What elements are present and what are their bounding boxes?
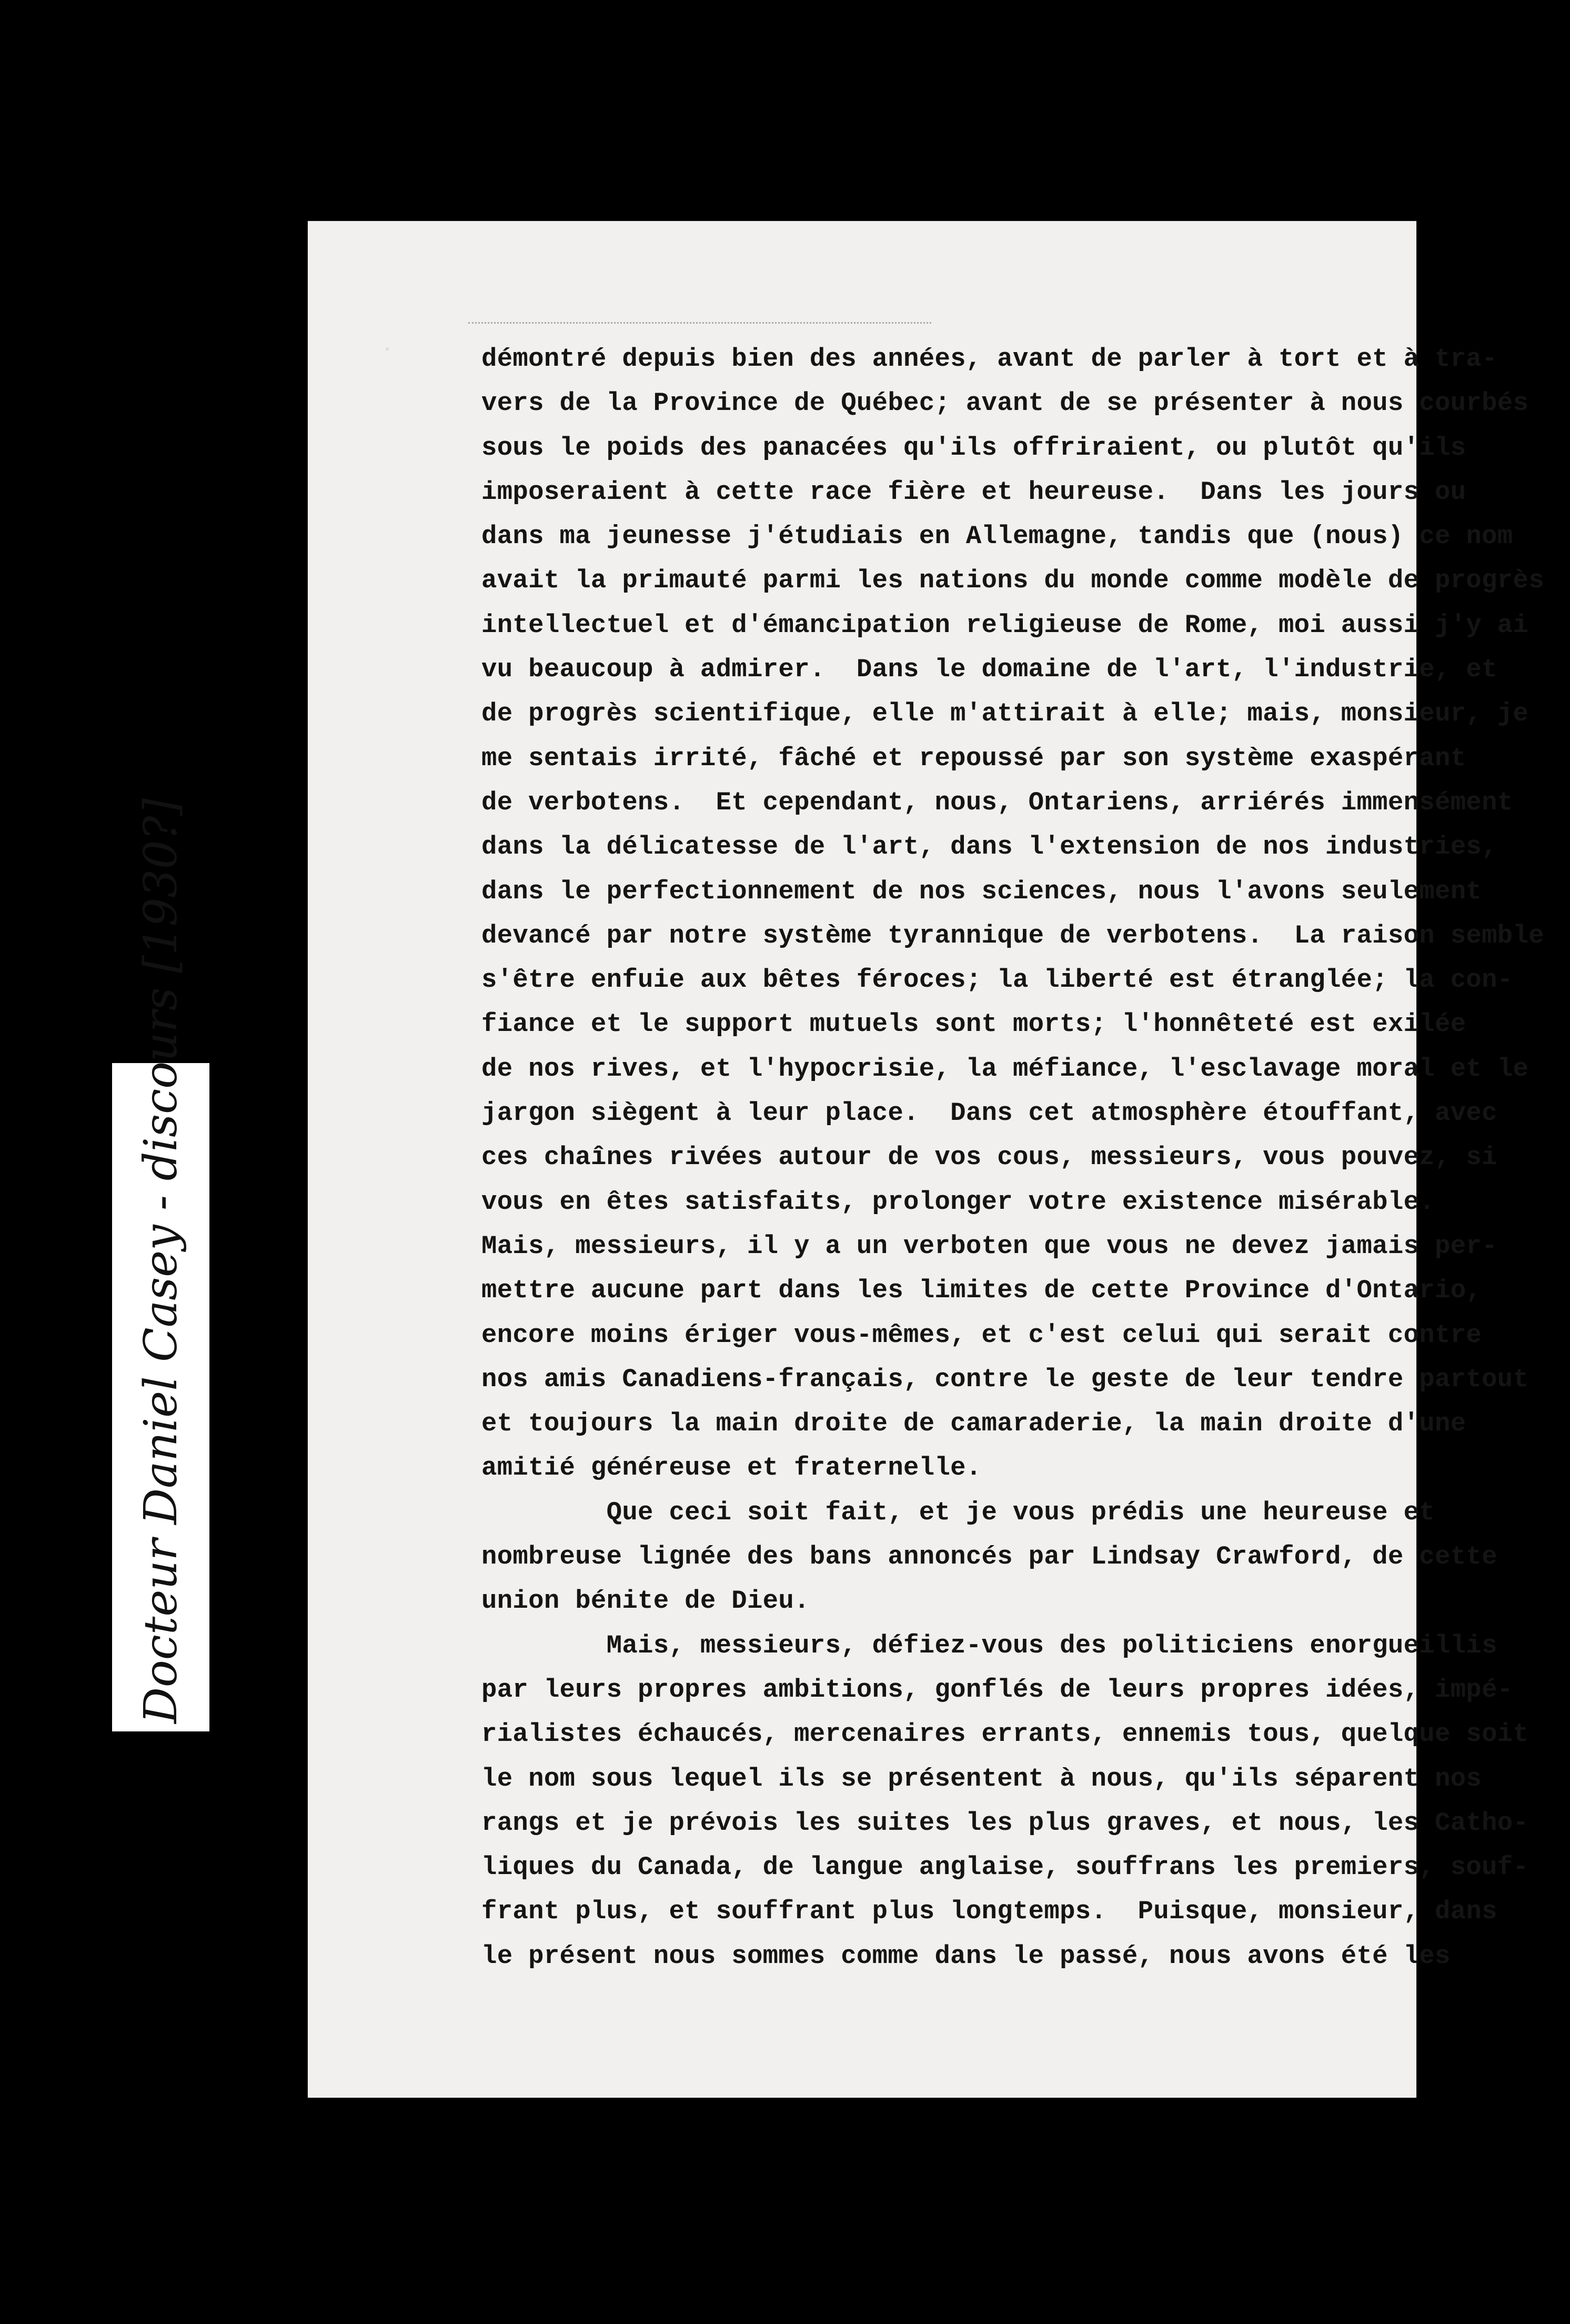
text-line: nos amis Canadiens-français, contre le geste de leur tendre partout	[481, 1364, 1529, 1394]
text-line: vers de la Province de Québec; avant de se présenter à nous courbés	[481, 388, 1529, 418]
text-line: sous le poids des panacées qu'ils offriraient, ou plutôt qu'ils	[481, 433, 1466, 463]
text-line: Mais, messieurs, défiez-vous des politiciens enorgueillis	[481, 1630, 1497, 1660]
text-line: de progrès scientifique, elle m'attirait à elle; mais, monsieur, je	[481, 699, 1529, 729]
text-line: Mais, messieurs, il y a un verboten que vous ne devez jamais per-	[481, 1231, 1497, 1261]
text-line: démontré depuis bien des années, avant de parler à tort et à tra-	[481, 344, 1497, 374]
text-line: liques du Canada, de langue anglaise, souffrans les premiers, souf-	[481, 1852, 1529, 1882]
text-line: union bénite de Dieu.	[481, 1586, 810, 1616]
text-line: devancé par notre système tyrannique de verbotens. La raison semble	[481, 920, 1544, 950]
text-line: et toujours la main droite de camaraderie, la main droite d'une	[481, 1409, 1466, 1439]
text-line: de nos rives, et l'hypocrisie, la méfiance, l'esclavage moral et le	[481, 1054, 1529, 1084]
faint-dotted-rule	[468, 322, 931, 324]
text-line: s'être enfuie aux bêtes féroces; la liberté est étranglée; la con-	[481, 965, 1513, 995]
text-line: rialistes échaucés, mercenaires errants, ennemis tous, quelque soit	[481, 1719, 1529, 1749]
text-line: le présent nous sommes comme dans le passé, nous avons été les	[481, 1941, 1451, 1971]
text-line: mettre aucune part dans les limites de cette Province d'Ontario,	[481, 1276, 1482, 1306]
text-line: dans le perfectionnement de nos sciences, nous l'avons seulement	[481, 876, 1482, 906]
text-line: rangs et je prévois les suites les plus graves, et nous, les Catho-	[481, 1808, 1529, 1838]
handwritten-label-text: Docteur Daniel Casey - discours [1930?]	[134, 798, 187, 1724]
text-line: amitié généreuse et fraternelle.	[481, 1453, 982, 1483]
text-line: nombreuse lignée des bans annoncés par Lindsay Crawford, de cette	[481, 1542, 1497, 1572]
text-line: dans la délicatesse de l'art, dans l'extension de nos industries,	[481, 832, 1497, 862]
text-line: encore moins ériger vous-mêmes, et c'est celui qui serait contre	[481, 1320, 1482, 1350]
text-line: jargon siègent à leur place. Dans cet atmosphère étouffant, avec	[481, 1098, 1497, 1128]
text-line: intellectuel et d'émancipation religieuse de Rome, moi aussi j'y ai	[481, 610, 1529, 640]
text-line: Que ceci soit fait, et je vous prédis une heureuse et	[481, 1497, 1435, 1527]
text-line: imposeraient à cette race fière et heureuse. Dans les jours ou	[481, 477, 1466, 507]
text-line: vous en êtes satisfaits, prolonger votre existence misérable.	[481, 1187, 1435, 1217]
text-line: le nom sous lequel ils se présentent à nous, qu'ils séparent nos	[481, 1764, 1482, 1794]
archive-side-label	[112, 798, 209, 1731]
text-line: me sentais irrité, fâché et repoussé par son système exaspérant	[481, 743, 1466, 773]
text-line: de verbotens. Et cependant, nous, Ontariens, arriérés immensément	[481, 787, 1513, 817]
text-line: ces chaînes rivées autour de vos cous, messieurs, vous pouvez, si	[481, 1143, 1497, 1173]
typed-text-body	[481, 337, 1544, 1978]
text-line: avait la primauté parmi les nations du monde comme modèle de progrès	[481, 566, 1544, 596]
text-line: dans ma jeunesse j'étudiais en Allemagne, tandis que (nous) ce nom	[481, 522, 1513, 552]
text-line: frant plus, et souffrant plus longtemps. Puisque, monsieur, dans	[481, 1897, 1497, 1927]
page-speck	[386, 347, 389, 350]
text-line: vu beaucoup à admirer. Dans le domaine de l'art, l'industrie, et	[481, 655, 1497, 685]
text-line: par leurs propres ambitions, gonflés de leurs propres idées, impé-	[481, 1675, 1513, 1705]
text-line: fiance et le support mutuels sont morts; l'honnêteté est exilée	[481, 1009, 1466, 1039]
